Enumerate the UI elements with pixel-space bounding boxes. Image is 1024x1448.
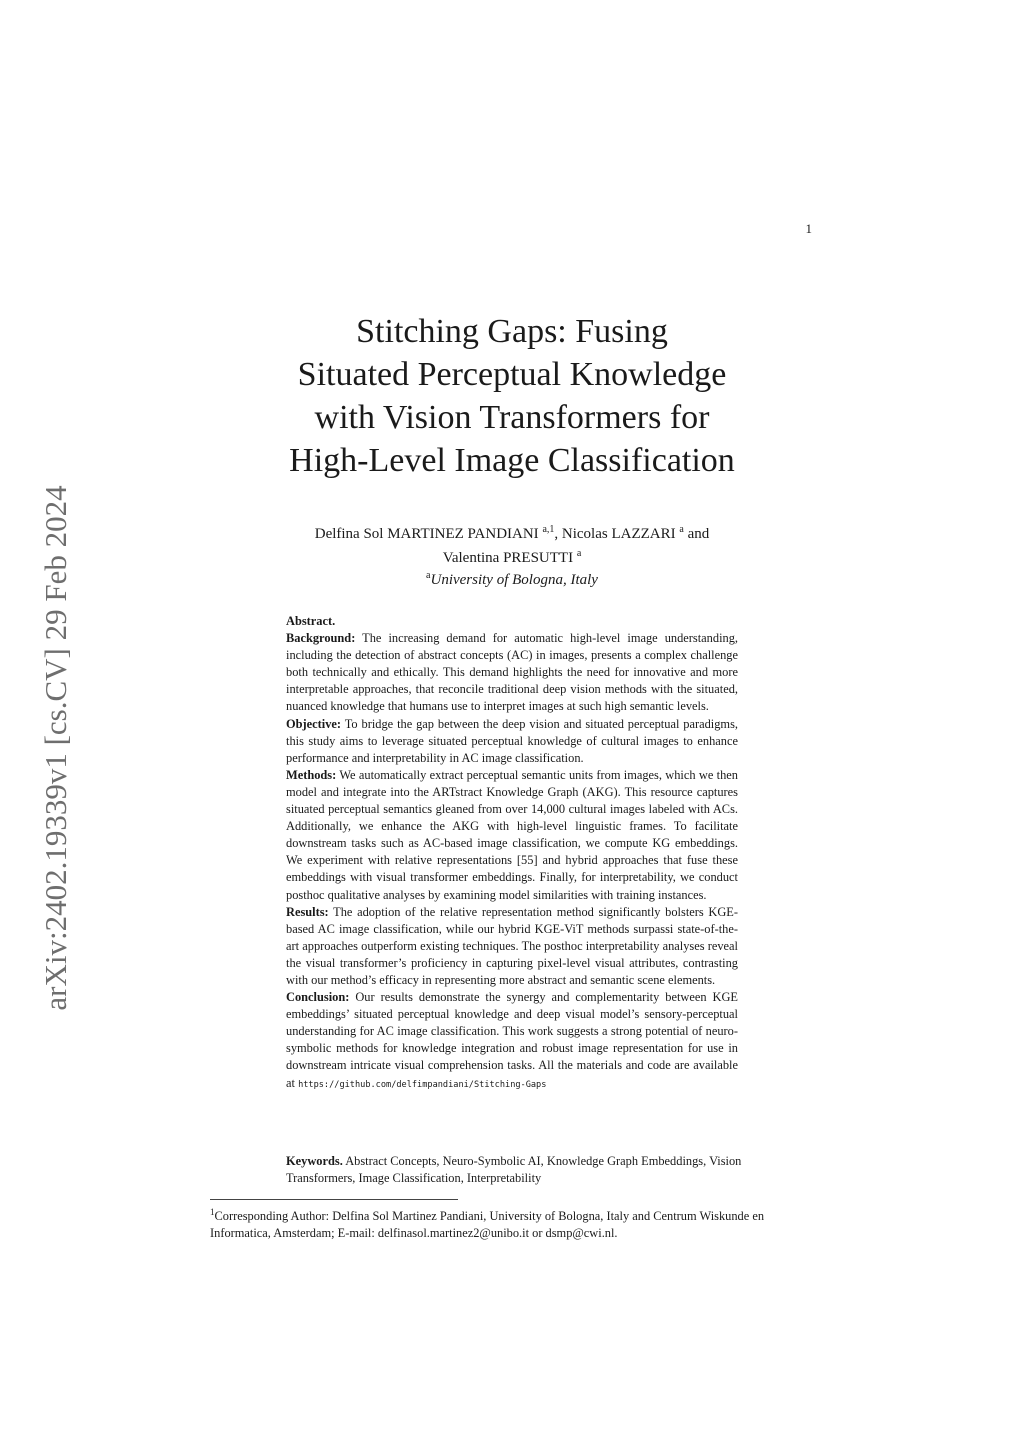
- author-name: Nicolas LAZZARI: [561, 526, 676, 542]
- keywords-text: Abstract Concepts, Neuro-Symbolic AI, Knowledge Graph Embeddings, Vision Transformers, Image Classification, Interpretability: [286, 1154, 742, 1185]
- section-text: To bridge the gap between the deep vision and situated perceptual paradigms, this study aims to leverage situated perceptual knowledge of cultural images to enhance performance and interpretability in AC image classification.: [286, 716, 738, 765]
- section-text: The increasing demand for automatic high-level image understanding, including the detection of abstract concepts (AC) in images, presents a complex challenge both technically and ethically. This demand highlights the need for innovative and more interpretable approaches, that reconcile traditional deep vision methods with the situated, nuanced knowledge that humans use to interpret images at such high semantic levels.: [286, 631, 738, 714]
- section-label: Conclusion:: [286, 990, 350, 1005]
- title-line: Stitching Gaps: Fusing: [356, 313, 668, 350]
- abstract-methods: [286, 767, 738, 904]
- author-separator: and: [683, 526, 710, 542]
- keywords-label: Keywords.: [286, 1154, 343, 1168]
- title-line: High-Level Image Classification: [289, 442, 735, 479]
- author-separator: ,: [554, 526, 562, 542]
- abstract-results: [286, 904, 738, 989]
- author-name: Delfina Sol MARTINEZ PANDIANI: [314, 526, 539, 542]
- arxiv-identifier-stamp: arXiv:2402.19339v1 [cs.CV] 29 Feb 2024: [38, 485, 73, 1011]
- author-affiliation-mark: a: [576, 548, 582, 559]
- abstract-section: [286, 613, 738, 1094]
- author-name: Valentina PRESUTTI: [442, 550, 574, 566]
- section-label: Results:: [286, 904, 329, 919]
- abstract-heading: Abstract.: [286, 614, 336, 628]
- keywords-section: [286, 1153, 756, 1187]
- footnote-divider: [210, 1199, 458, 1200]
- code-repository-link[interactable]: https://github.com/delfimpandiani/Stitching-Gaps: [298, 1079, 547, 1090]
- affiliation-mark: a: [426, 570, 431, 581]
- author-affiliation-mark: a: [679, 524, 684, 535]
- page-number: 1: [805, 221, 812, 236]
- abstract-conclusion: [286, 989, 738, 1094]
- section-text: We automatically extract perceptual semantic units from images, which we then model and integrate into the ARTstract Knowledge Graph (AKG). This resource captures situated perceptual semantics gleaned from over 14,000 cultural images labeled with ACs. Additionally, we enhance the AKG with high-level linguistic frames. To facilitate downstream tasks such as AC-based image classification, we compute KG embeddings. We experiment with relative representations [55] and hybrid approaches that fuse these embeddings with visual transformer embeddings. Finally, for interpretability, we conduct posthoc qualitative analyses by examining model similarities with training instances.: [286, 767, 738, 902]
- paper-title: [232, 310, 792, 482]
- abstract-background: [286, 630, 738, 715]
- section-text: Our results demonstrate the synergy and complementarity between KGE embeddings’ situated perceptual knowledge and deep visual model’s sensory-perceptual understanding for AC image classification. This work suggests a strong potential of neuro-symbolic methods for knowledge integration and robust image representation for use in downstream intricate visual comprehension tasks. All the materials and code are available at: [286, 990, 739, 1090]
- title-line: with Vision Transformers for: [314, 399, 710, 436]
- title-line: Situated Perceptual Knowledge: [297, 356, 727, 393]
- section-label: Methods:: [286, 767, 337, 782]
- author-affiliation-mark: a,1: [542, 524, 555, 535]
- footnote: [210, 1204, 816, 1242]
- abstract-objective: [286, 716, 738, 767]
- affiliation: [262, 566, 762, 590]
- section-label: Objective:: [286, 716, 342, 731]
- footnote-text: Corresponding Author: Delfina Sol Martinez Pandiani, University of Bologna, Italy and Centrum Wiskunde en Informatica, Amsterdam; E-mail: delfinasol.martinez2@unibo.it or dsmp@cwi.nl.: [210, 1209, 765, 1241]
- affiliation-text: University of Bologna, Italy: [430, 572, 598, 588]
- footnote-mark: 1: [210, 1207, 215, 1217]
- section-label: Background:: [286, 631, 356, 646]
- section-text: The adoption of the relative representation method significantly bolsters KGE-based AC image classification, while our hybrid KGE-ViT methods surpassi state-of-the-art approaches outperform existing techniques. The posthoc interpretability analyses reveal the visual transformer’s proficiency in capturing pixel-level visual attributes, contrasting with our method’s efficacy in representing more abstract and semantic scene elements.: [286, 904, 738, 987]
- author-list: [262, 520, 762, 568]
